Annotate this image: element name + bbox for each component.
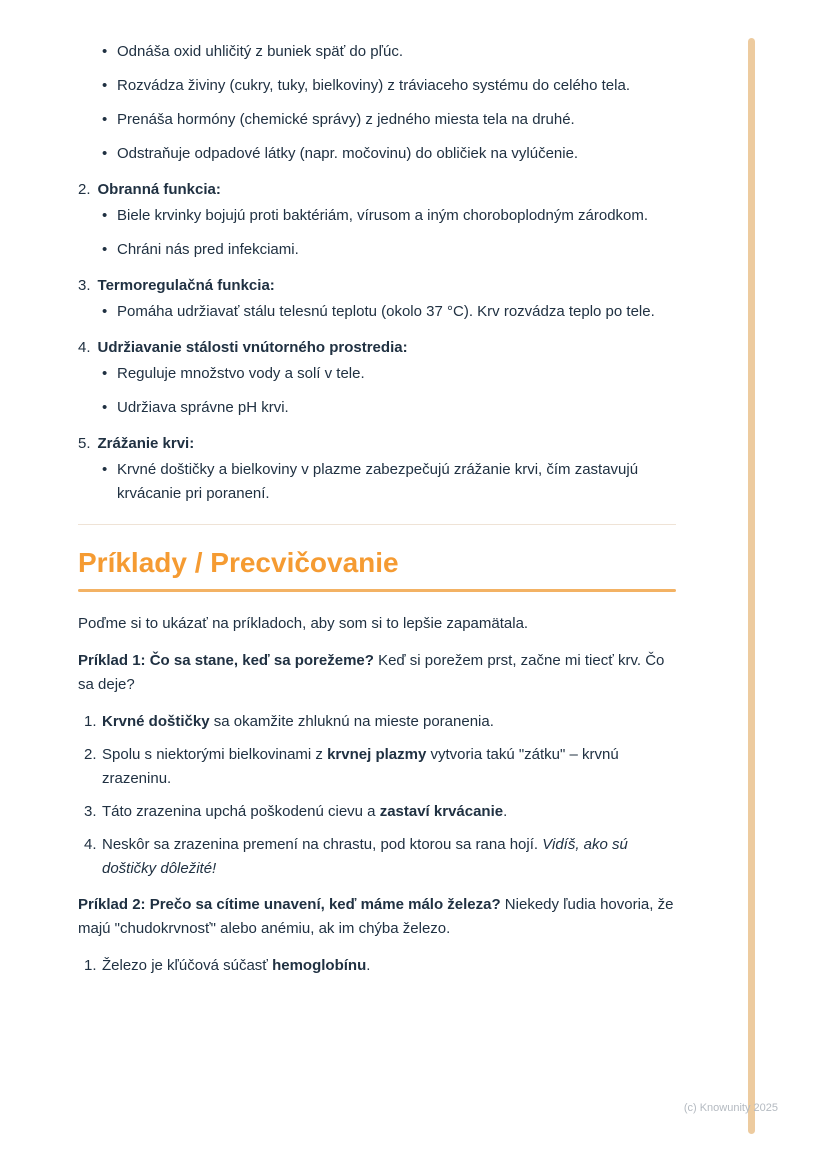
italic-text: Vidíš, ako sú doštičky dôležité! (102, 836, 628, 877)
bullet-text (117, 204, 676, 228)
ordered-list (78, 710, 676, 881)
text-run: Krvné doštičky a bielkoviny v plazme zabezpečujú zrážanie krvi, čím zastavujú krvácanie pri poranení. (117, 461, 639, 502)
item-text (102, 710, 676, 734)
section-number: 5. (78, 435, 91, 452)
bold-text: hemoglobínu (272, 957, 367, 974)
bullet-icon: • (102, 461, 108, 478)
item-number: 2. (84, 746, 97, 763)
text-run: Prenáša hormóny (chemické správy) z jedného miesta tela na druhé. (117, 111, 575, 128)
bullet-list (78, 300, 676, 324)
numbered-section (78, 336, 676, 420)
ordered-item (84, 710, 676, 734)
note-content (78, 40, 676, 990)
bold-text: Obranná funkcia: (97, 181, 221, 198)
bullet-text (117, 300, 676, 324)
bullet-list (78, 458, 676, 506)
bold-text: zastaví krvácanie (379, 803, 504, 820)
bold-text: Zrážanie krvi: (97, 435, 195, 452)
bold-text: krvnej plazmy (327, 746, 427, 763)
bullet-icon: • (102, 43, 108, 60)
ordered-item (84, 800, 676, 824)
text-run: Odnáša oxid uhličitý z buniek späť do pľúc. (117, 43, 403, 60)
text-run: Táto zrazenina upchá poškodenú cievu a (102, 803, 380, 820)
bullet-text (117, 362, 676, 386)
text-run: Železo je kľúčová súčasť (102, 957, 273, 974)
item-number: 1. (84, 957, 97, 974)
ordered-list (78, 954, 676, 978)
item-text (102, 743, 676, 791)
bullet-item (78, 458, 676, 506)
section-number: 2. (78, 181, 91, 198)
bullet-item (78, 238, 676, 262)
bullet-item (78, 40, 676, 64)
bullet-list (78, 362, 676, 420)
section-heading (78, 545, 676, 581)
item-number: 3. (84, 803, 97, 820)
text-run: Odstraňuje odpadové látky (napr. močovinu) do obličiek na vylúčenie. (117, 145, 579, 162)
item-text (102, 800, 676, 824)
bullet-text (117, 108, 676, 132)
text-run: sa okamžite zhluknú na mieste poranenia. (209, 713, 494, 730)
section-title (78, 432, 676, 456)
numbered-section (78, 432, 676, 506)
bold-text: Termoregulačná funkcia: (97, 277, 275, 294)
numbered-section (78, 178, 676, 262)
text-run: Biele krvinky bojujú proti baktériám, vírusom a iným choroboplodným zárodkom. (117, 207, 649, 224)
bold-text: Udržiavanie stálosti vnútorného prostredia: (97, 339, 408, 356)
bullet-item (78, 142, 676, 166)
text-run: vytvoria takú "zátku" – krvnú zrazeninu. (102, 746, 619, 787)
bullet-item (78, 204, 676, 228)
text-run: Rozvádza živiny (cukry, tuky, bielkoviny) z tráviaceho systému do celého tela. (117, 77, 630, 94)
item-number: 1. (84, 713, 97, 730)
ordered-item (84, 833, 676, 881)
bullet-icon: • (102, 77, 108, 94)
bullet-text (117, 458, 676, 506)
ordered-item (84, 743, 676, 791)
paragraph (78, 612, 676, 636)
bullet-text (117, 238, 676, 262)
paragraph (78, 893, 676, 941)
text-run: . (503, 803, 508, 820)
text-run: . (366, 957, 371, 974)
bullet-item (78, 74, 676, 98)
section-title (78, 178, 676, 202)
bullet-item (78, 300, 676, 324)
text-run: Udržiava správne pH krvi. (117, 399, 289, 416)
bullet-text (117, 142, 676, 166)
bullet-list (78, 204, 676, 262)
watermark: (c) Knowunity 2025 (683, 1102, 778, 1114)
item-text (102, 954, 676, 978)
text-run: Príklady / Precvičovanie (78, 547, 399, 578)
text-run: Spolu s niektorými bielkovinami z (102, 746, 328, 763)
section-title (78, 336, 676, 360)
numbered-section (78, 274, 676, 324)
text-run: Poďme si to ukázať na príkladoch, aby som si to lepšie zapamätala. (78, 615, 529, 632)
section-title (78, 274, 676, 298)
text-run: Pomáha udržiavať stálu telesnú teplotu (okolo 37 °C). Krv rozvádza teplo po tele. (117, 303, 655, 320)
bullet-text (117, 40, 676, 64)
item-text (102, 833, 676, 881)
text-run: Chráni nás pred infekciami. (117, 241, 299, 258)
bullet-text (117, 74, 676, 98)
bullet-list (78, 40, 676, 166)
item-number: 4. (84, 836, 97, 853)
bullet-item (78, 362, 676, 386)
paragraph (78, 649, 676, 697)
bold-text: Krvné doštičky (102, 713, 210, 730)
text-run: Niekedy ľudia hovoria, že majú "chudokrvnosť" alebo anémiu, ak im chýba železo. (78, 896, 674, 937)
section-number: 3. (78, 277, 91, 294)
bullet-icon: • (102, 399, 108, 416)
section-number: 4. (78, 339, 91, 356)
text-run: Reguluje množstvo vody a solí v tele. (117, 365, 365, 382)
bullet-icon: • (102, 145, 108, 162)
page-edge-bar (748, 38, 755, 1134)
ordered-item (84, 954, 676, 978)
bold-text: Príklad 2: Prečo sa cítime unavení, keď máme málo železa? (78, 896, 501, 913)
section-divider (78, 524, 676, 525)
text-run: Keď si porežem prst, začne mi tiecť krv. Čo sa deje? (78, 652, 665, 693)
bullet-icon: • (102, 207, 108, 224)
bullet-icon: • (102, 303, 108, 320)
bullet-text (117, 396, 676, 420)
bullet-item (78, 396, 676, 420)
bold-text: Príklad 1: Čo sa stane, keď sa porežeme? (78, 652, 374, 669)
bullet-icon: • (102, 241, 108, 258)
bullet-icon: • (102, 111, 108, 128)
text-run: Neskôr sa zrazenina premení na chrastu, pod ktorou sa rana hojí. (102, 836, 543, 853)
bullet-icon: • (102, 365, 108, 382)
bullet-item (78, 108, 676, 132)
heading-underline (78, 589, 676, 592)
